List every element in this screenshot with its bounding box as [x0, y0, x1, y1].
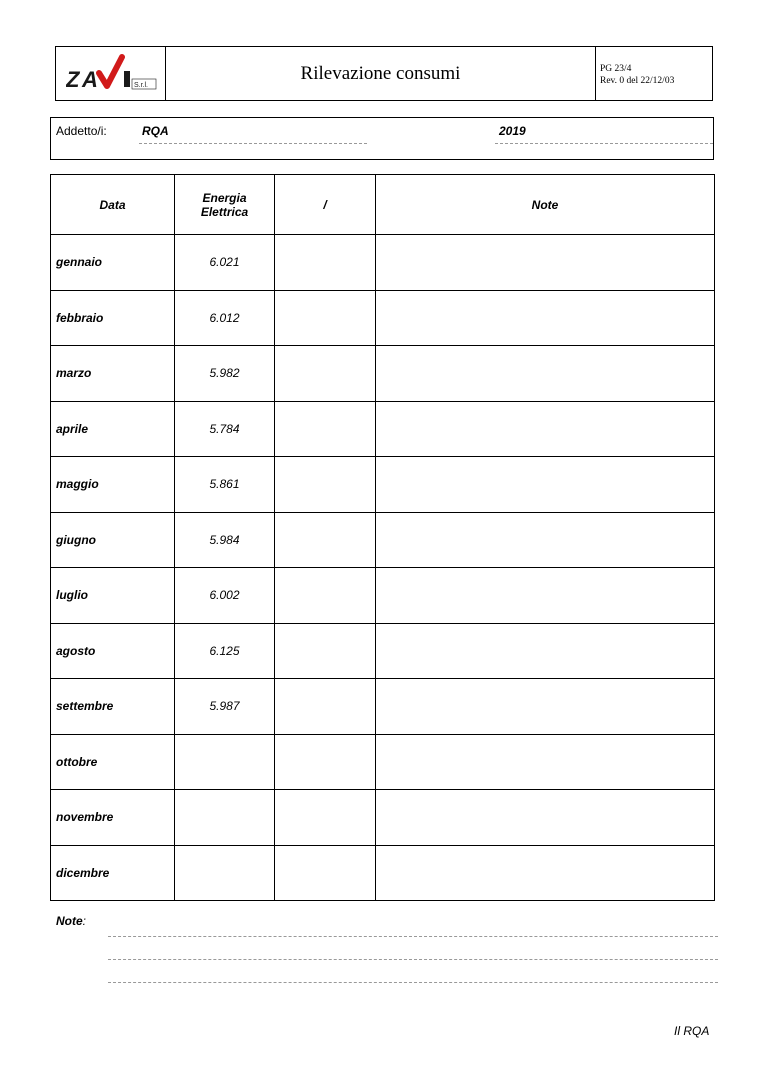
energy-cell — [175, 845, 275, 901]
assignee-label: Addetto/i: — [56, 124, 107, 138]
extra-cell — [275, 290, 376, 346]
extra-cell — [275, 401, 376, 457]
extra-cell — [275, 790, 376, 846]
svg-text:Z: Z — [66, 67, 80, 92]
note-cell — [376, 512, 715, 568]
extra-cell — [275, 845, 376, 901]
energy-cell: 6.002 — [175, 568, 275, 624]
notes-label — [56, 914, 86, 928]
year-value: 2019 — [499, 124, 526, 138]
month-cell: maggio — [51, 457, 175, 513]
month-cell: novembre — [51, 790, 175, 846]
column-header-energy: Energia Elettrica — [175, 175, 275, 235]
note-line — [108, 959, 718, 960]
notes-label-text: Note — [56, 914, 83, 928]
note-cell — [376, 401, 715, 457]
note-cell — [376, 734, 715, 790]
month-cell: luglio — [51, 568, 175, 624]
column-header-date: Data — [51, 175, 175, 235]
note-cell — [376, 623, 715, 679]
month-cell: dicembre — [51, 845, 175, 901]
energy-cell — [175, 734, 275, 790]
energy-cell — [175, 790, 275, 846]
energy-cell: 6.125 — [175, 623, 275, 679]
table-row — [51, 845, 715, 901]
note-cell — [376, 679, 715, 735]
energy-cell: 5.861 — [175, 457, 275, 513]
assignee-box — [50, 117, 714, 160]
extra-cell — [275, 734, 376, 790]
month-cell: settembre — [51, 679, 175, 735]
energy-cell: 5.987 — [175, 679, 275, 735]
table-header-row — [51, 175, 715, 235]
document-reference — [596, 47, 714, 100]
svg-text:S.r.l.: S.r.l. — [134, 82, 149, 89]
note-line — [108, 936, 718, 937]
extra-cell — [275, 346, 376, 402]
month-cell: giugno — [51, 512, 175, 568]
energy-cell: 6.021 — [175, 235, 275, 291]
document-title: Rilevazione consumi — [166, 47, 596, 100]
table-row — [51, 290, 715, 346]
ref-code: PG 23/4 — [600, 64, 632, 74]
notes-label-colon: : — [82, 914, 87, 928]
extra-cell — [275, 568, 376, 624]
year-underline — [495, 143, 713, 144]
note-cell — [376, 290, 715, 346]
note-cell — [376, 457, 715, 513]
extra-cell — [275, 457, 376, 513]
revision-info: Rev. 0 del 22/12/03 — [600, 76, 675, 86]
assignee-name: RQA — [142, 124, 169, 138]
energy-cell: 5.982 — [175, 346, 275, 402]
assignee-underline — [139, 143, 367, 144]
extra-cell — [275, 623, 376, 679]
table-row — [51, 568, 715, 624]
month-cell: marzo — [51, 346, 175, 402]
table-row — [51, 346, 715, 402]
table-row — [51, 679, 715, 735]
energy-cell: 6.012 — [175, 290, 275, 346]
extra-cell — [275, 512, 376, 568]
note-line — [108, 982, 718, 983]
energy-cell: 5.984 — [175, 512, 275, 568]
month-cell: gennaio — [51, 235, 175, 291]
logo-cell — [56, 47, 166, 100]
signature-label: Il RQA — [674, 1024, 710, 1038]
document-header — [55, 46, 713, 101]
table-row — [51, 235, 715, 291]
note-cell — [376, 235, 715, 291]
month-cell: aprile — [51, 401, 175, 457]
extra-cell — [275, 235, 376, 291]
zavi-logo — [66, 53, 158, 97]
month-cell: agosto — [51, 623, 175, 679]
note-cell — [376, 790, 715, 846]
month-cell: ottobre — [51, 734, 175, 790]
table-row — [51, 790, 715, 846]
table-row — [51, 401, 715, 457]
column-header-notes: Note — [376, 175, 715, 235]
table-row — [51, 512, 715, 568]
column-header-extra: / — [275, 175, 376, 235]
svg-text:A: A — [82, 67, 98, 92]
energy-cell: 5.784 — [175, 401, 275, 457]
extra-cell — [275, 679, 376, 735]
table-row — [51, 734, 715, 790]
note-cell — [376, 346, 715, 402]
consumption-table — [50, 174, 715, 901]
note-cell — [376, 568, 715, 624]
table-row — [51, 457, 715, 513]
month-cell: febbraio — [51, 290, 175, 346]
note-cell — [376, 845, 715, 901]
table-row — [51, 623, 715, 679]
